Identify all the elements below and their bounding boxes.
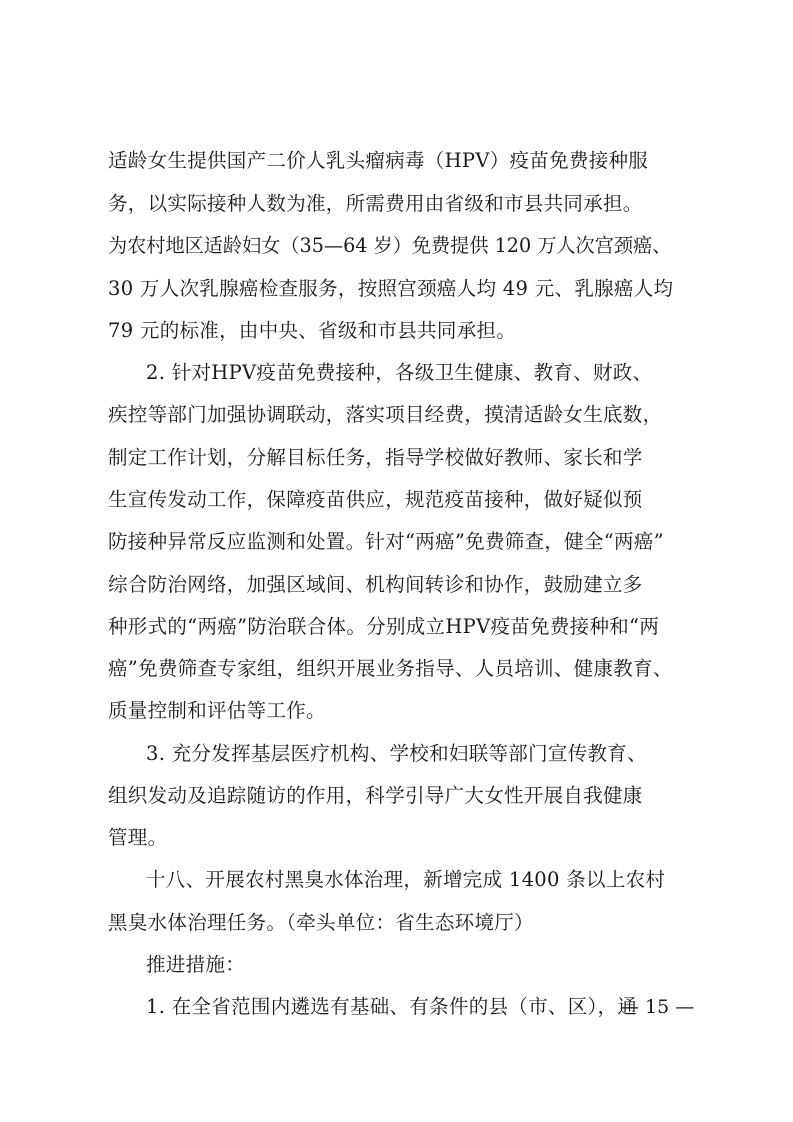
text-line: 为农村地区适龄妇女（35—64 岁）免费提供 120 万人次宫颈癌、 (108, 234, 672, 257)
text-line: 防接种异常反应监测和处置。针对“两癌”免费筛查，健全“两癌” (108, 530, 664, 553)
text-line: 种形式的“两癌”防治联合体。分别成立HPV疫苗免费接种和“两 (108, 615, 660, 638)
section-18-heading: 十八、开展农村黑臭水体治理，新增完成 1400 条以上农村 (146, 868, 666, 891)
text-line: 适龄女生提供国产二价人乳头瘤病毒（HPV）疫苗免费接种服 (108, 149, 649, 172)
text-line: 务，以实际接种人数为准，所需费用由省级和市县共同承担。 (108, 192, 643, 215)
text-line: 组织发动及追踪随访的作用，科学引导广大女性开展自我健康 (108, 784, 643, 807)
text-line: 综合防治网络，加强区域间、机构间转诊和协作，鼓励建立多 (108, 573, 643, 596)
text-line: 黑臭水体治理任务。（牵头单位：省生态环境厅） (108, 911, 534, 934)
text-line: 管理。 (108, 826, 168, 849)
paragraph-3-first-line: 3. 充分发挥基层医疗机构、学校和妇联等部门宣传教育、 (146, 742, 647, 765)
text-line: 癌”免费筛查专家组，组织开展业务指导、人员培训、健康教育、 (108, 657, 673, 680)
text-line: 30 万人次乳腺癌检查服务，按照宫颈癌人均 49 元、乳腺癌人均 (108, 277, 674, 300)
text-line: 制定工作计划，分解目标任务，指导学校做好教师、家长和学 (108, 446, 643, 469)
measures-label: 推进措施： (146, 953, 246, 976)
page-number: — 15 — (620, 996, 695, 1018)
measure-1-first-line: 1. 在全省范围内遴选有基础、有条件的县（市、区），通 (146, 995, 638, 1018)
text-line: 79 元的标准，由中央、省级和市县共同承担。 (108, 319, 517, 342)
text-line: 生宣传发动工作，保障疫苗供应，规范疫苗接种，做好疑似预 (108, 488, 643, 511)
text-line: 质量控制和评估等工作。 (108, 699, 326, 722)
text-line: 疾控等部门加强协调联动，落实项目经费，摸清适龄女生底数， (108, 403, 663, 426)
paragraph-2-first-line: 2. 针对HPV疫苗免费接种，各级卫生健康、教育、财政、 (146, 361, 653, 384)
